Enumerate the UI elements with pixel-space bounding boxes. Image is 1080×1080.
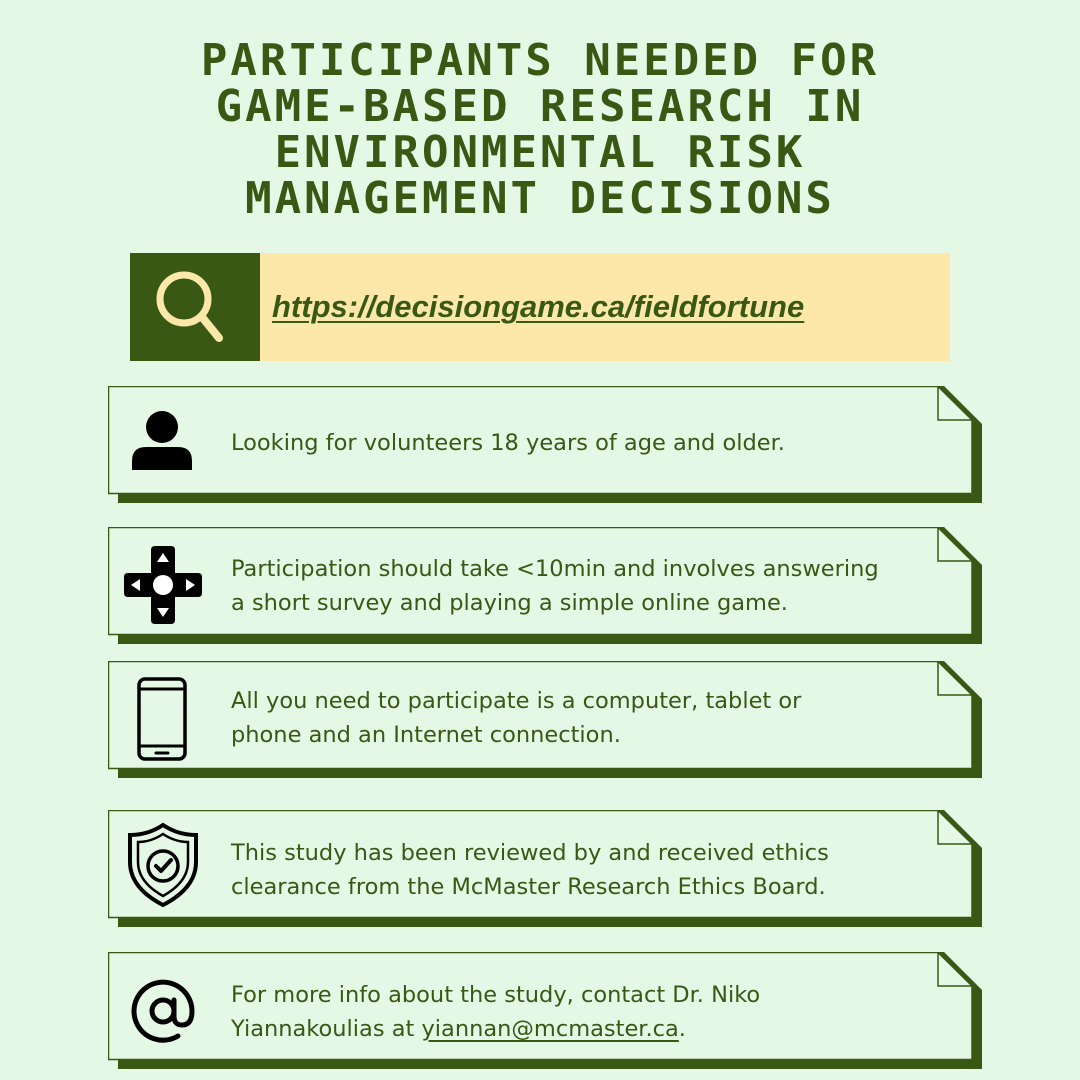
card-text — [231, 684, 931, 752]
search-icon-box — [130, 253, 260, 361]
title-line: ENVIRONMENTAL RISK — [274, 127, 806, 178]
title-line: GAME-BASED RESEARCH IN — [215, 81, 865, 132]
card-line: This study has been reviewed by and received ethics — [231, 840, 829, 866]
phone-icon — [136, 677, 188, 763]
study-url-link[interactable]: https://decisiongame.ca/fieldfortune — [272, 289, 805, 324]
card-line-prefix: Yiannakoulias at — [231, 1016, 422, 1042]
search-icon — [142, 259, 242, 355]
info-card-ethics — [108, 810, 982, 928]
card-line: Participation should take <10min and involves answering — [231, 556, 879, 582]
person-icon — [122, 406, 202, 474]
card-line — [231, 1012, 931, 1046]
card-text — [231, 978, 931, 1046]
card-line: a short survey and playing a simple online game. — [231, 590, 788, 616]
card-text — [231, 426, 931, 460]
card-line-suffix: . — [678, 1016, 686, 1042]
info-card-age — [108, 386, 982, 504]
email-link[interactable]: yiannan@mcmaster.ca — [421, 1016, 679, 1042]
info-card-participation — [108, 527, 982, 645]
game-controller-icon — [122, 544, 206, 628]
card-line: clearance from the McMaster Research Ethics Board. — [231, 874, 826, 900]
shield-check-icon — [126, 822, 200, 908]
title-line: MANAGEMENT DECISIONS — [245, 173, 835, 224]
card-line: Looking for volunteers 18 years of age and older. — [231, 430, 785, 456]
at-sign-icon — [126, 974, 200, 1048]
card-line: For more info about the study, contact Dr. Niko — [231, 982, 761, 1008]
card-text — [231, 836, 931, 904]
info-card-contact — [108, 952, 982, 1070]
page-title — [40, 35, 1040, 224]
url-banner — [130, 253, 950, 361]
card-text — [231, 552, 931, 620]
card-line: All you need to participate is a computer, tablet or — [231, 688, 802, 714]
card-line: phone and an Internet connection. — [231, 722, 621, 748]
info-card-requirements — [108, 661, 982, 779]
title-line: PARTICIPANTS NEEDED FOR — [200, 35, 880, 86]
